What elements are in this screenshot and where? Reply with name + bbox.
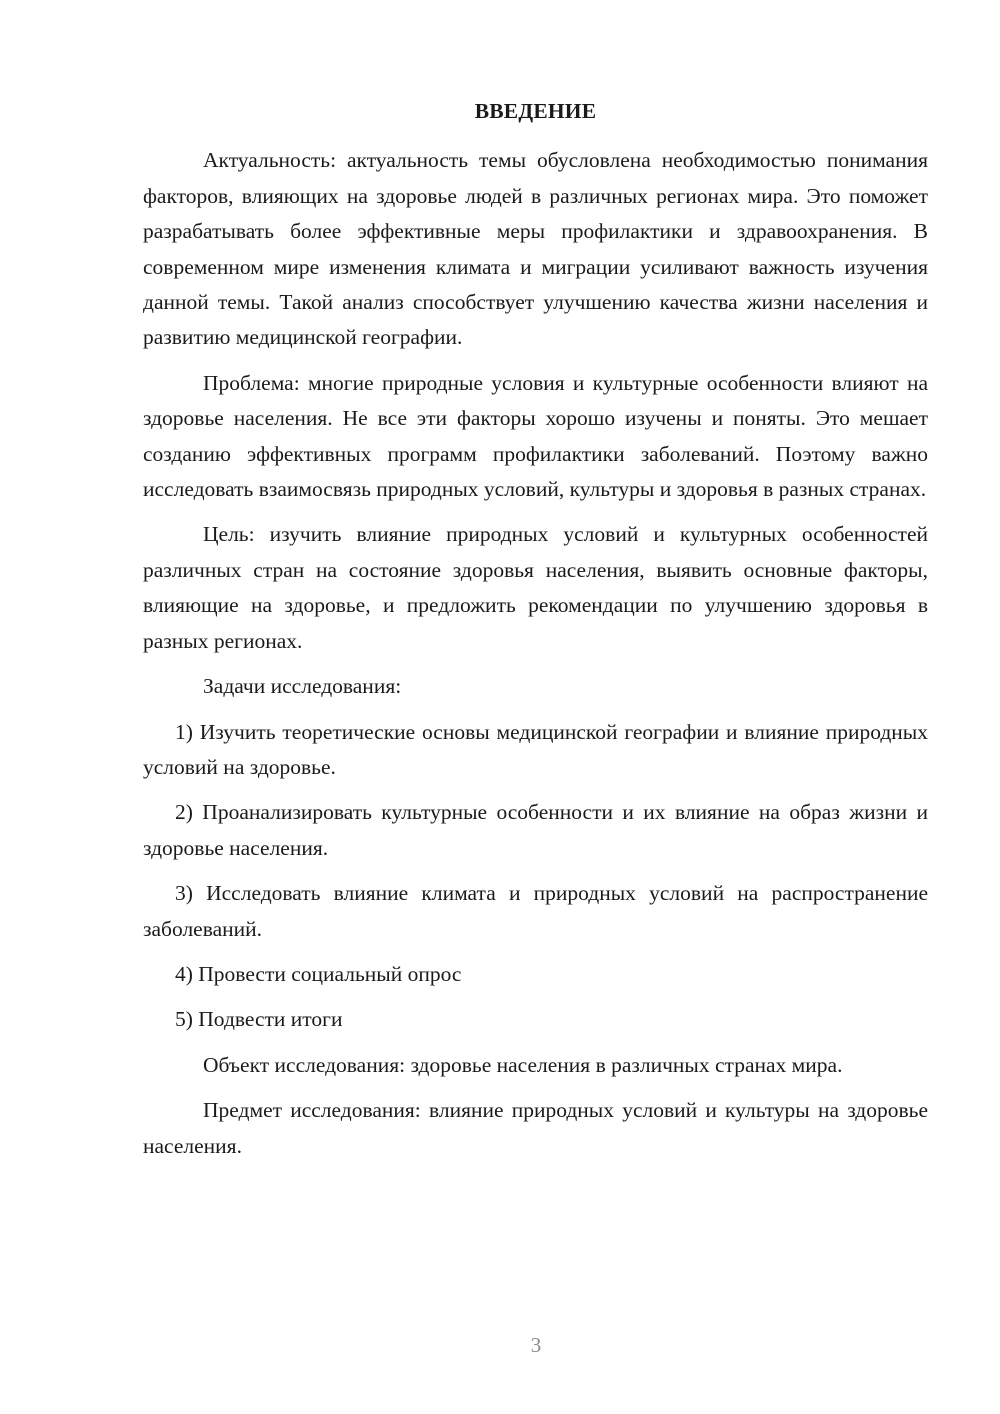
tasks-heading: Задачи исследования: — [203, 674, 402, 699]
paragraph-problem: Проблема: многие природные условия и культурные особенности влияют на здоровье населения. Не все эти факторы хорошо изучены и поняты. Это мешает созданию эффективных программ профилактики заболеваний. Поэтому важно исследовать взаимосвязь природных условий, культуры и здоровья в разных странах. — [143, 370, 928, 502]
task-item-3: 3) Исследовать влияние климата и природных условий на распространение заболеваний. — [143, 881, 928, 941]
task-item-5: 5) Подвести итоги — [175, 1007, 343, 1032]
paragraph-subject: Предмет исследования: влияние природных условий и культуры на здоровье населения. — [143, 1098, 928, 1158]
task-item-2: 2) Проанализировать культурные особенности и их влияние на образ жизни и здоровье населения. — [143, 800, 928, 860]
paragraph-goal: Цель: изучить влияние природных условий и культурных особенностей различных стран на состояние здоровья населения, выявить основные факторы, влияющие на здоровье, и предложить рекомендации по улучшению здоровья в разных регионах. — [143, 522, 928, 653]
document-page — [143, 94, 928, 1174]
paragraph-relevance: Актуальность: актуальность темы обусловлена необходимостью понимания факторов, влияющих на здоровье людей в различных регионах мира. Это поможет разрабатывать более эффективные меры профилактики и здравоохранения. В современном мире изменения климата и миграции усиливают важность изучения данной темы. Такой анализ способствует улучшению качества жизни населения и развитию медицинской географии. — [143, 148, 928, 350]
page-number: 3 — [530, 1333, 542, 1357]
section-title: ВВЕДЕНИЕ — [474, 99, 597, 123]
task-item-1: 1) Изучить теоретические основы медицинской географии и влияние природных условий на здоровье. — [143, 719, 928, 779]
task-item-4: 4) Провести социальный опрос — [175, 961, 462, 986]
paragraph-object: Объект исследования: здоровье населения в различных странах мира. — [203, 1052, 843, 1077]
